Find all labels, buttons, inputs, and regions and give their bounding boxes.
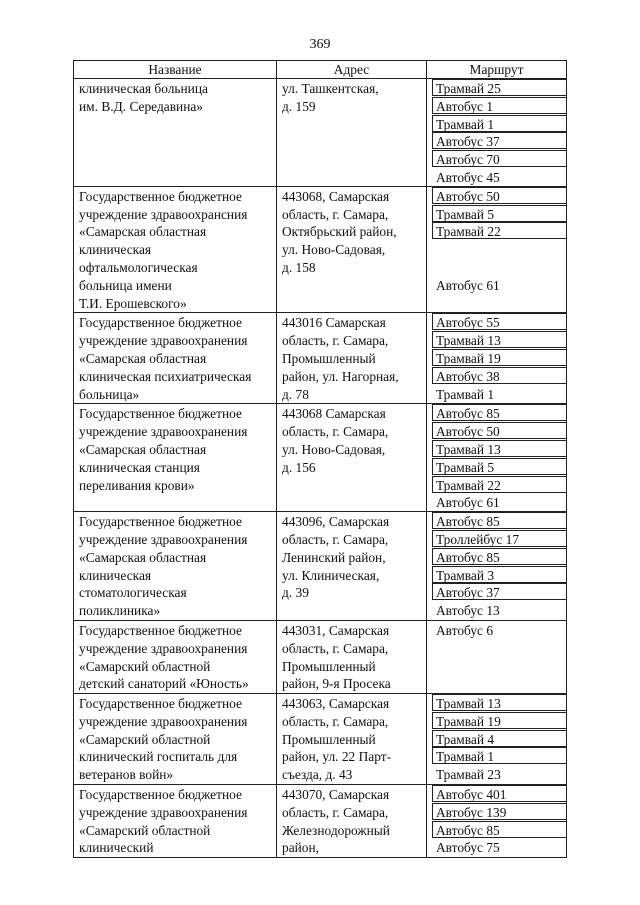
address-cell [277, 785, 427, 858]
table-row [74, 79, 567, 187]
hospital-routes-table [73, 60, 567, 858]
route-item: Трамвай 19 [432, 349, 567, 366]
route-gap [432, 240, 566, 276]
address: ул. Ташкентская, д. 159 [282, 81, 379, 114]
address: 443031, Самарская область, г. Самара, Промышленный район, 9-я Просека [282, 622, 391, 692]
address-cell [277, 404, 427, 512]
route-cell [427, 785, 567, 858]
route-item: Автобус 75 [436, 840, 500, 856]
header-name: Название [74, 61, 277, 79]
address: 443068 Самарская область, г. Самара, ул. Ново-Садовая, д. 156 [282, 406, 389, 475]
route-cell [427, 186, 567, 313]
route-item: Автобус 55 [432, 313, 567, 330]
institution-name: Государственное бюджетное учреждение здравоохранения «Самарский областной детский санаторий «Юность» [79, 622, 249, 692]
institution-name: Государственное бюджетное учреждение здравоохранения «Самарская областная клиническая стоматологическая поликлиника» [79, 514, 248, 619]
route-item: Автобус 61 [436, 495, 500, 511]
route-cell [427, 620, 567, 693]
route-item: Автобус 6 [436, 622, 494, 638]
route-cell [427, 512, 567, 621]
address-cell [277, 313, 427, 404]
address: 443068, Самарская область, г. Самара, Октябрьский район, ул. Ново-Садовая, д. 158 [282, 188, 397, 275]
header-address: Адрес [277, 61, 427, 79]
route-item: Автобус 85 [432, 512, 567, 529]
table-row [74, 785, 567, 858]
institution-name: Государственное бюджетное учреждение здравоохранения «Самарский областной клинический госпиталь для ветеранов войн» [79, 696, 248, 783]
page-number: 369 [309, 37, 331, 52]
route-item: Трамвай 13 [432, 331, 567, 348]
route-cell [427, 313, 567, 404]
route-item: Трамвай 1 [432, 115, 567, 132]
table-row [74, 404, 567, 512]
institution-name-cell [74, 79, 277, 187]
institution-name-cell [74, 313, 277, 404]
institution-name: клиническая больница им. В.Д. Середавина» [79, 81, 208, 114]
route-item: Автобус 50 [432, 422, 567, 439]
address: 443063, Самарская область, г. Самара, Промышленный район, ул. 22 Парт- съезда, д. 43 [282, 696, 392, 783]
institution-name: Государственное бюджетное учреждение здравоохрансния «Самарская областная клиническая офтальмологическая больница имени Т.И. Ерошевского» [79, 188, 248, 311]
address: 443096, Самарская область, г. Самара, Ленинский район, ул. Клиническая, д. 39 [282, 514, 390, 601]
route-item: Автобус 13 [436, 603, 500, 619]
table-row [74, 512, 567, 621]
route-item: Трамвай 19 [432, 712, 567, 729]
route-item: Автобус 85 [432, 548, 567, 565]
table-row [74, 186, 567, 313]
route-item: Трамвай 13 [432, 694, 567, 711]
route-item: Трамвай 25 [432, 79, 567, 96]
institution-name-cell [74, 512, 277, 621]
address: 443070, Самарская область, г. Самара, Железнодорожный район, [282, 787, 390, 856]
institution-name-cell [74, 785, 277, 858]
route-item: Трамвай 22 [432, 222, 567, 239]
route-item: Автобус 70 [432, 150, 567, 167]
table-row [74, 620, 567, 693]
route-item: Автобус 61 [436, 278, 500, 294]
route-item: Автобус 85 [432, 821, 567, 838]
route-item: Трамвай 5 [432, 458, 567, 475]
route-item: Трамвай 22 [432, 476, 567, 493]
route-cell [427, 79, 567, 187]
institution-name: Государственное бюджетное учреждение здравоохранения «Самарская областная клиническая психиатрическая больница» [79, 315, 252, 402]
table-row [74, 313, 567, 404]
header-route: Маршрут [427, 61, 567, 79]
address-cell [277, 512, 427, 621]
address-cell [277, 620, 427, 693]
institution-name-cell [74, 186, 277, 313]
route-item: Трамвай 5 [432, 205, 567, 222]
address-cell [277, 79, 427, 187]
table-row [74, 694, 567, 785]
route-item: Автобус 139 [432, 803, 567, 820]
route-item: Трамвай 13 [432, 440, 567, 457]
route-item: Автобус 38 [432, 367, 567, 384]
route-item: Трамвай 1 [436, 386, 495, 402]
institution-name-cell [74, 620, 277, 693]
institution-name: Государственное бюджетное учреждение здравоохранения «Самарский областной клинический [79, 787, 248, 856]
route-item: Автобус 1 [432, 97, 567, 114]
institution-name-cell [74, 404, 277, 512]
route-cell [427, 404, 567, 512]
address-cell [277, 186, 427, 313]
route-cell [427, 694, 567, 785]
route-item: Автобус 37 [432, 583, 567, 600]
institution-name-cell [74, 694, 277, 785]
route-item: Трамвай 3 [432, 566, 567, 583]
address: 443016 Самарская область, г. Самара, Промышленный район, ул. Нагорная, д. 78 [282, 315, 399, 402]
route-item: Автобус 85 [432, 404, 567, 421]
address-cell [277, 694, 427, 785]
table-header-row [74, 61, 567, 79]
route-item: Трамвай 4 [432, 730, 567, 747]
route-item: Трамвай 1 [432, 747, 567, 764]
route-item: Трамвай 23 [436, 767, 501, 783]
route-item: Троллейбус 17 [432, 530, 567, 547]
route-item: Автобус 50 [432, 187, 567, 204]
institution-name: Государственное бюджетное учреждение здравоохранения «Самарская областная клиническая станция переливания крови» [79, 406, 248, 493]
route-item: Автобус 37 [432, 132, 567, 149]
route-item: Автобус 45 [436, 169, 500, 185]
route-item: Автобус 401 [432, 785, 567, 802]
